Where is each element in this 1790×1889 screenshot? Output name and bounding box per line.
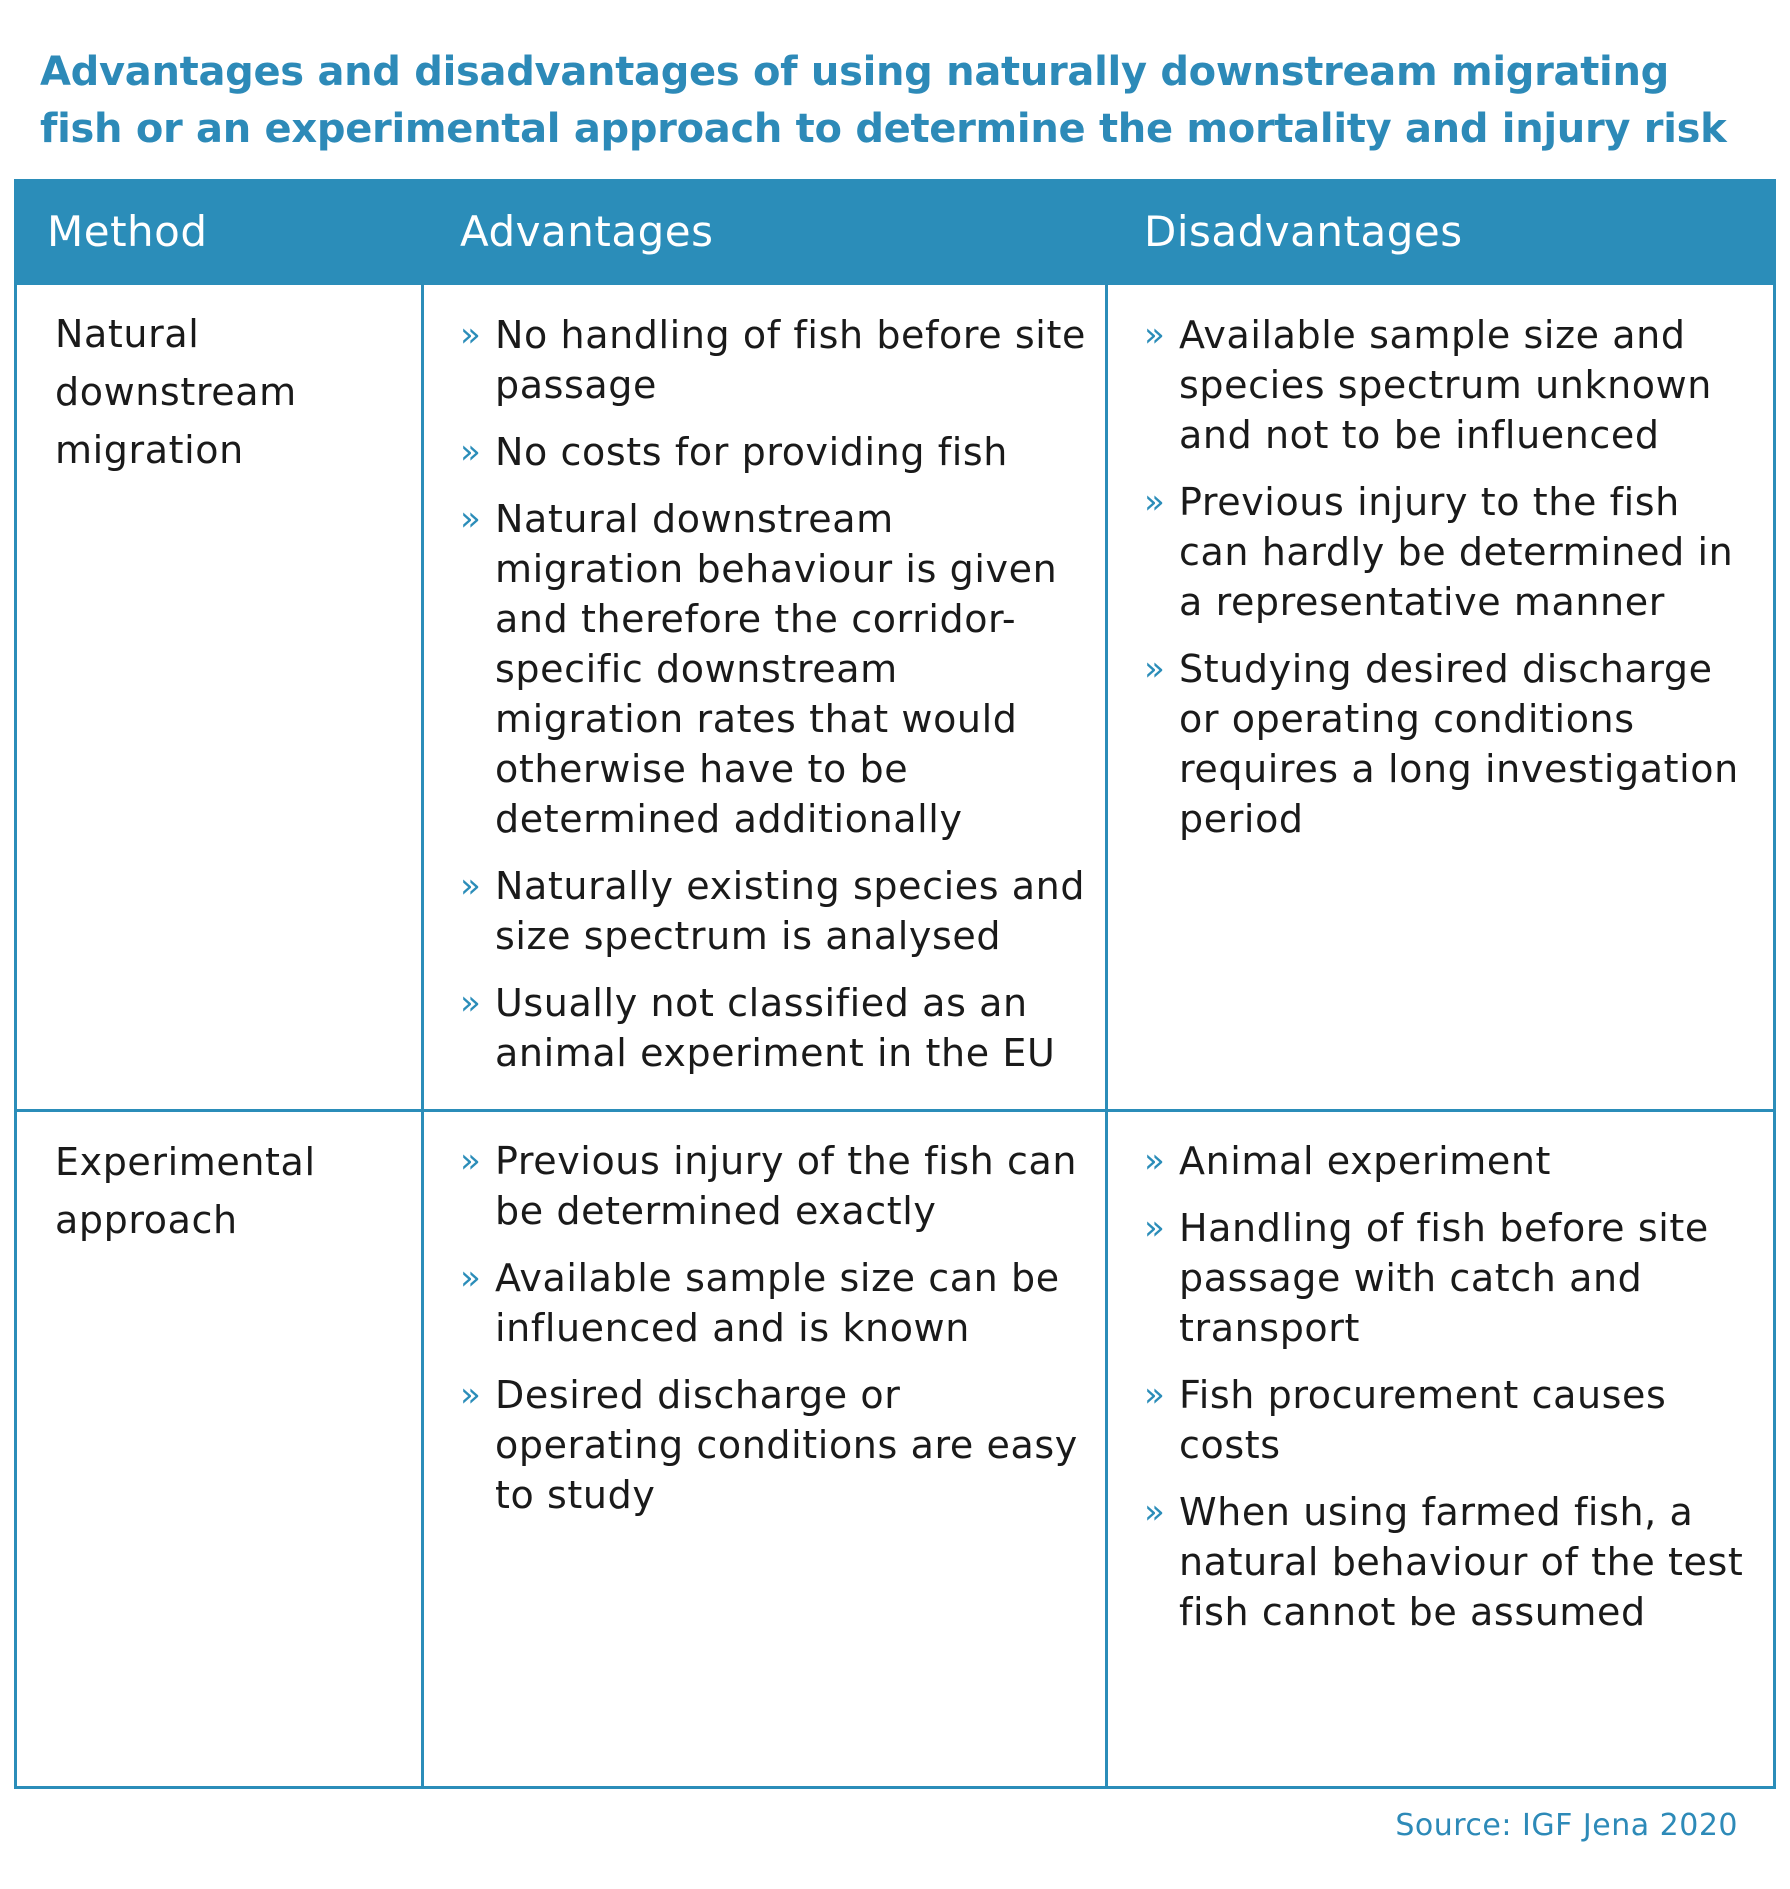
row-divider xyxy=(17,1109,1773,1112)
method-line: downstream xyxy=(55,370,297,414)
bullet-icon: » xyxy=(1144,1375,1166,1415)
list-item-text: Handling of fish before site passage with catch and transport xyxy=(1179,1206,1709,1350)
list-item-text: When using farmed fish, a natural behaviour of the test fish cannot be assumed xyxy=(1179,1490,1744,1634)
header-disadvantages: Disadvantages xyxy=(1144,207,1463,256)
column-divider xyxy=(1105,285,1108,1786)
list-item xyxy=(1144,1370,1759,1470)
bullet-icon: » xyxy=(1144,649,1166,689)
list-item xyxy=(460,861,1092,961)
list-item-text: Fish procurement causes costs xyxy=(1179,1373,1667,1467)
list-item-text: Previous injury of the fish can be determined exactly xyxy=(495,1139,1078,1233)
list-item xyxy=(460,494,1092,844)
list-item xyxy=(460,310,1092,410)
list-item-text: Studying desired discharge or operating conditions requires a long investigation period xyxy=(1179,647,1739,841)
list-item xyxy=(460,1136,1092,1236)
method-line: Experimental xyxy=(55,1140,316,1184)
column-divider xyxy=(421,285,424,1786)
header-method: Method xyxy=(47,207,208,256)
list-item-text: Previous injury to the fish can hardly be determined in a representative manner xyxy=(1179,480,1734,624)
list-item xyxy=(1144,1487,1759,1637)
list-item-text: No costs for providing fish xyxy=(495,430,1008,474)
source-credit: Source: IGF Jena 2020 xyxy=(1395,1808,1738,1843)
comparison-table xyxy=(14,179,1776,1789)
list-item xyxy=(1144,644,1759,844)
list-item-text: Natural downstream migration behaviour is given and therefore the corridor-specific downstream migration rates that would otherwise have to be determined additionally xyxy=(495,497,1058,841)
method-line: approach xyxy=(55,1198,238,1242)
list-item xyxy=(1144,1136,1759,1186)
bullet-icon: » xyxy=(1144,482,1166,522)
list-item-text: Desired discharge or operating conditions are easy to study xyxy=(495,1373,1078,1517)
method-line: Natural xyxy=(55,312,200,356)
bullet-icon: » xyxy=(1144,1208,1166,1248)
list-item xyxy=(460,978,1092,1078)
bullet-icon: » xyxy=(1144,1141,1166,1181)
disadvantages-list xyxy=(1144,310,1759,861)
page-title: Advantages and disadvantages of using naturally downstream migrating fish or an experimental approach to determine the mortality and injury risk xyxy=(40,49,1727,152)
list-item xyxy=(460,1253,1092,1353)
bullet-icon: » xyxy=(460,499,482,539)
list-item-text: Available sample size and species spectrum unknown and not to be influenced xyxy=(1179,313,1712,457)
bullet-icon: » xyxy=(460,1375,482,1415)
method-cell xyxy=(55,305,297,479)
method-line: migration xyxy=(55,428,244,472)
list-item xyxy=(460,1370,1092,1520)
list-item xyxy=(1144,1203,1759,1353)
disadvantages-list xyxy=(1144,1136,1759,1654)
bullet-icon: » xyxy=(460,432,482,472)
advantages-list xyxy=(460,310,1092,1095)
bullet-icon: » xyxy=(460,866,482,906)
list-item-text: No handling of fish before site passage xyxy=(495,313,1086,407)
list-item-text: Available sample size can be influenced and is known xyxy=(495,1256,1060,1350)
list-item-text: Animal experiment xyxy=(1179,1139,1552,1183)
list-item xyxy=(1144,477,1759,627)
list-item xyxy=(460,427,1092,477)
bullet-icon: » xyxy=(460,315,482,355)
list-item xyxy=(1144,310,1759,460)
list-item-text: Usually not classified as an animal experiment in the EU xyxy=(495,981,1056,1075)
list-item-text: Naturally existing species and size spectrum is analysed xyxy=(495,864,1086,958)
bullet-icon: » xyxy=(1144,315,1166,355)
bullet-icon: » xyxy=(1144,1492,1166,1532)
advantages-list xyxy=(460,1136,1092,1537)
bullet-icon: » xyxy=(460,1141,482,1181)
bullet-icon: » xyxy=(460,983,482,1023)
table-header xyxy=(17,179,1773,285)
method-cell xyxy=(55,1133,316,1249)
header-advantages: Advantages xyxy=(460,207,714,256)
bullet-icon: » xyxy=(460,1258,482,1298)
